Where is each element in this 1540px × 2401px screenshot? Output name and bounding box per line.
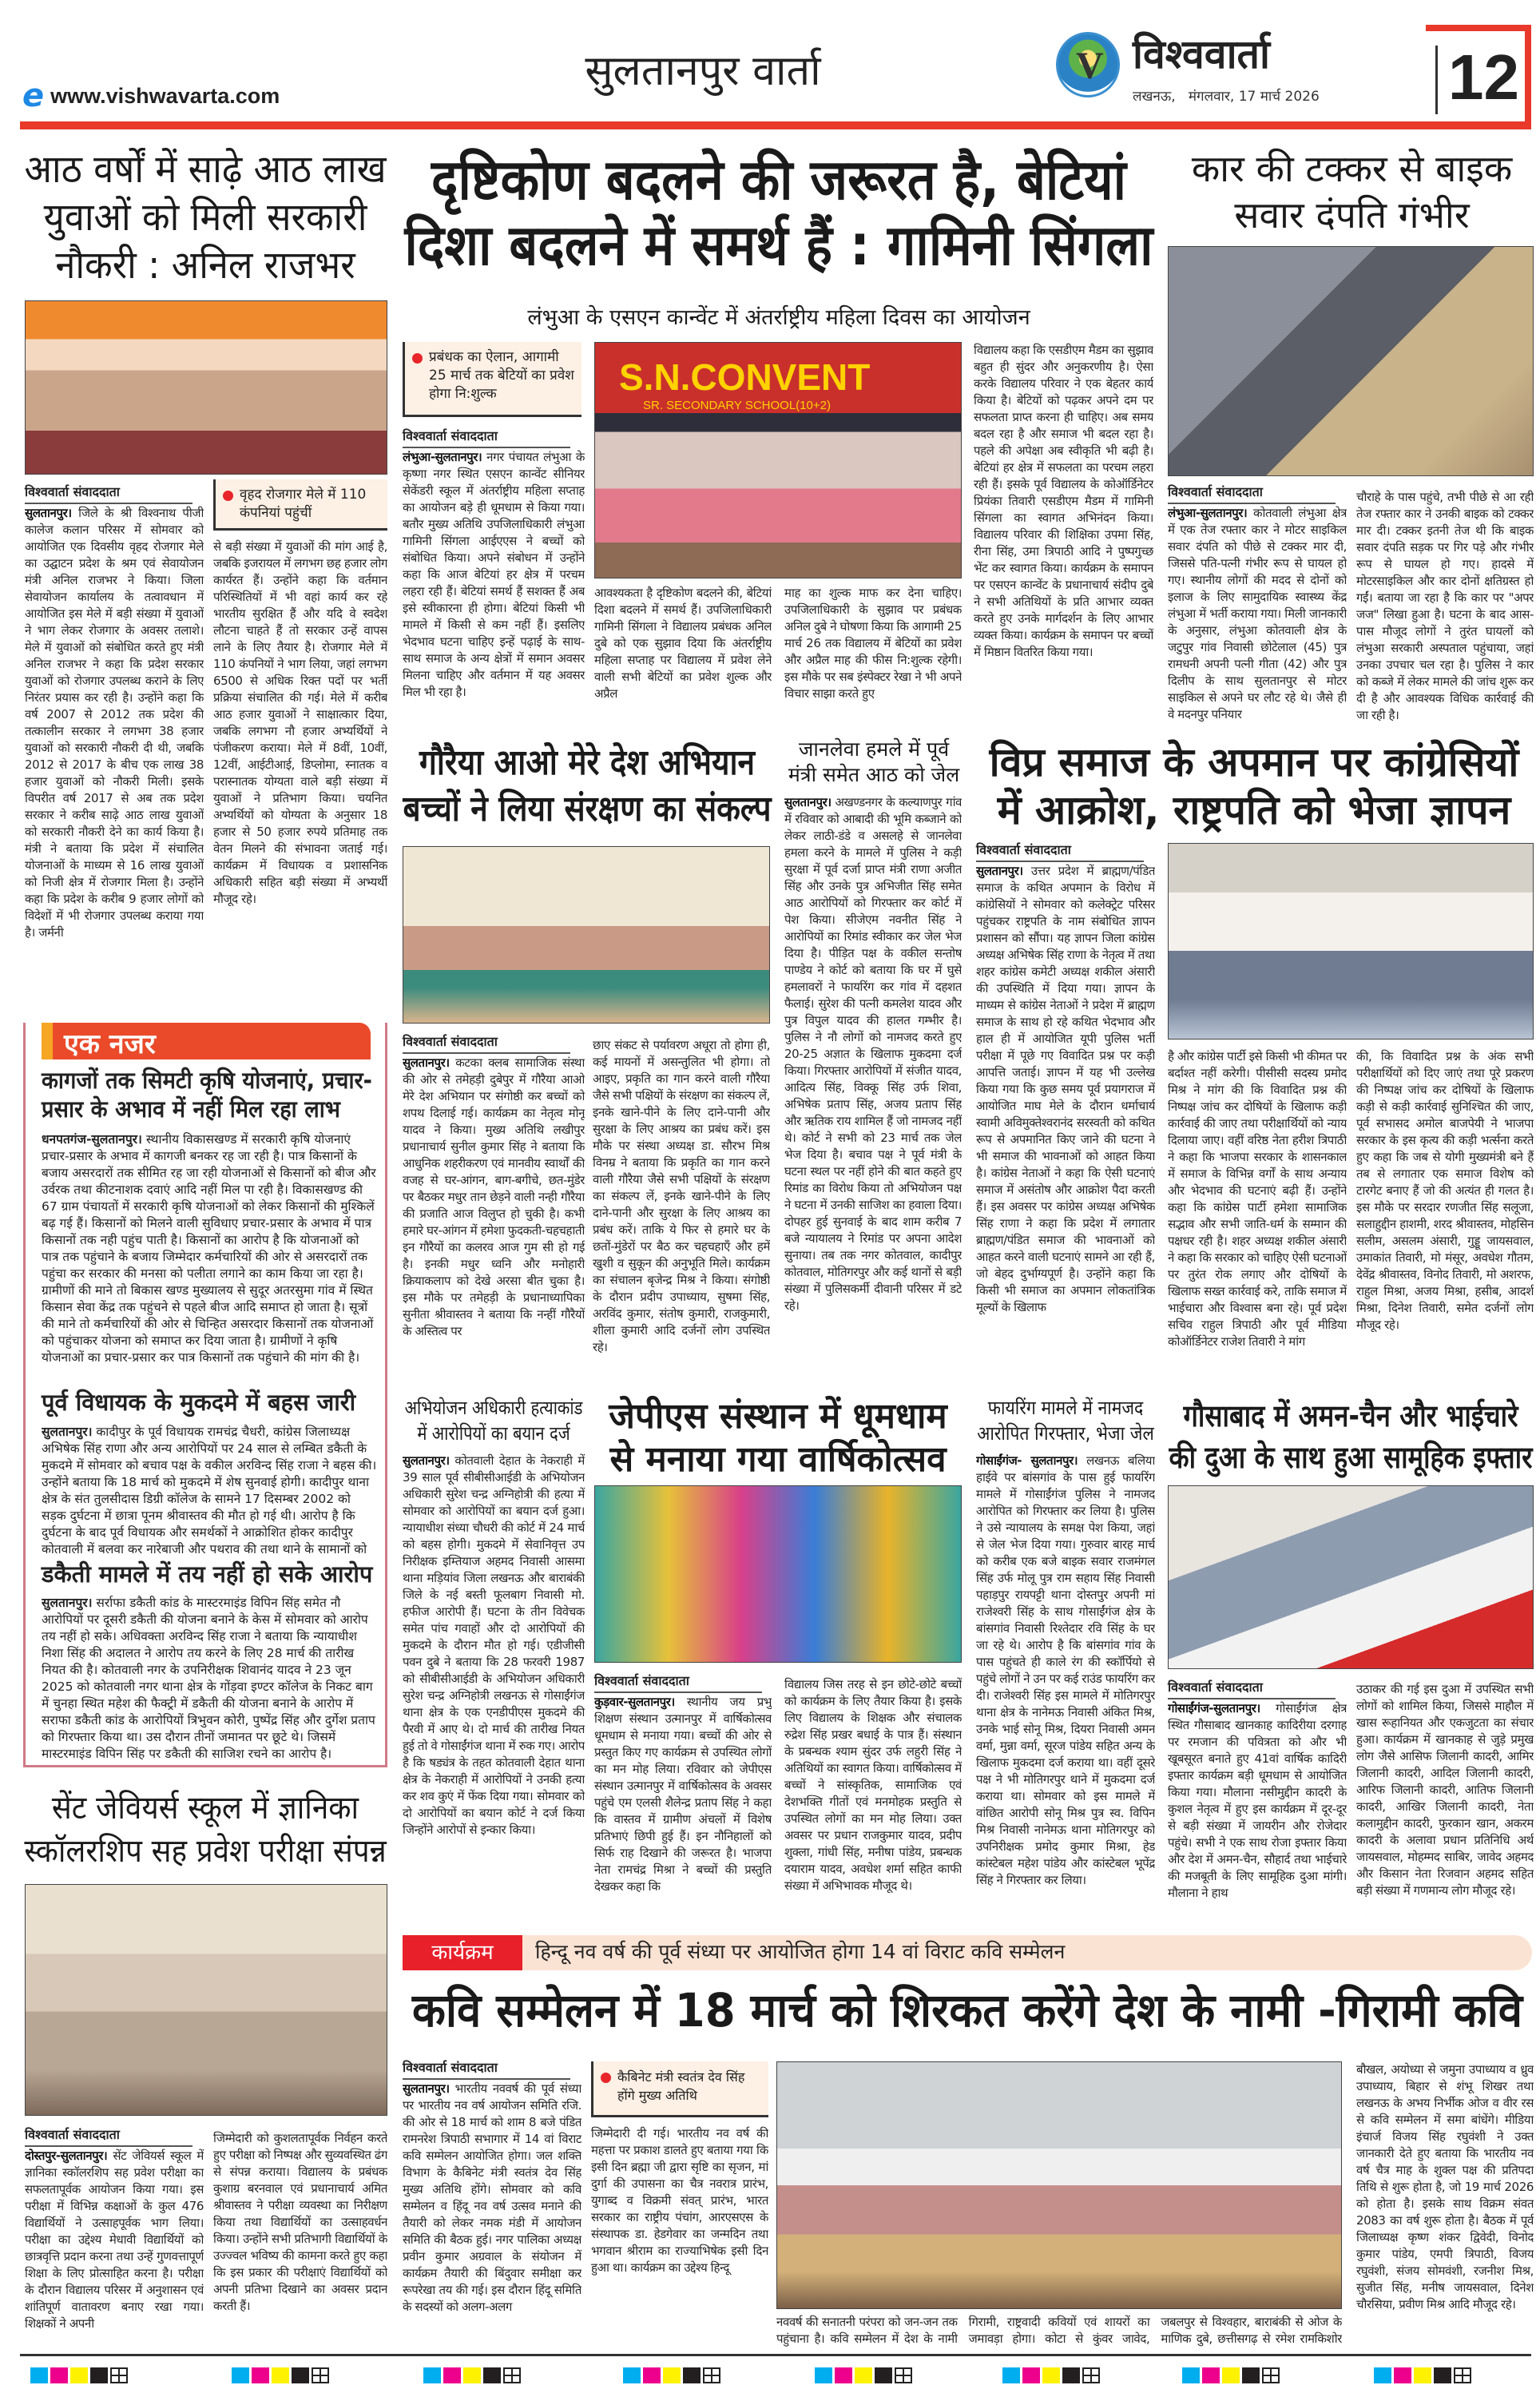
article-text: बौखल, अयोध्या से जमुना उपाध्याय व ध्रुव उपाध्याय, बिहार से शंभू शिखर तथा लखनऊ के अभय निर्भीक ओज व वीर रस से कवि सम्मेलन में समा बांधेंगे। मीडिया इंचार्ज विजय सिंह रघुवंशी ने उक्त जानकारी देते हुए बताया कि भारतीय नव वर्ष चैत्र माह के शुक्ल पक्ष की प्रतिपदा तिथि से शुरू होता है, जो 19 मार्च 2026 को होता है। इसके साथ विक्रम संवत 2083 का वर्ष शुरू होता है। बैठक में पूर्व जिलाध्यक्ष कृष्ण शंकर द्विवेदी, विनोद कुमार पांडेय, एमपी त्रिपाठी, विजय रघुवंशी, संजय सोमवंशी, रजनीश मिश्र, सुजीत सिंह, मनीष जायसवाल, दिनेश चौरसिया, प्रवीण मिश्र आदि मौजूद रहे। <box>1356 2062 1534 2312</box>
article-text: है और कांग्रेस पार्टी इसे किसी भी कीमत पर बर्दाश्त नहीं करेगी। पीसीसी सदस्य प्रमोद मिश्र ने मांग की कि विवादित प्रश्न की निष्पक्ष जांच कर दोषियों के खिलाफ कड़ी कार्रवाई की जाए तथा परीक्षार्थियों को न्याय दिलाया जाए। वहीं वरिष्ठ नेता हरीश त्रिपाठी ने कहा कि भाजपा सरकार के शासनकाल में समाज के विभिन्न वर्गों के साथ अन्याय और भेदभाव की घटनाएं बढ़ी हैं। उन्होंने कहा कि कांग्रेस पार्टी हमेशा सामाजिक सद्भाव और सभी जाति-धर्म के सम्मान की पक्षधर रही है। शहर अध्यक्ष शकील अंसारी ने कहा कि सरकार को चाहिए ऐसी घटनाओं पर तुरंत रोक लगाए और दोषियों के खिलाफ सख्त कार्रवाई करे, ताकि समाज में भाईचारा और विश्वास बना रहे। पूर्व प्रदेश सचिव राहुल त्रिपाठी और पूर्व मीडिया कोऑर्डिनेटर राजेश तिवारी ने मांग <box>1168 1049 1347 1349</box>
byline: विश्ववार्ता संवाददाता <box>403 1032 570 1054</box>
registration-color-bar <box>232 2367 329 2383</box>
registration-mark-icon <box>312 2367 329 2383</box>
article-text: लंभुआ-सुलतानपुर। नगर पंचायत लंभुआ के कृष्णा नगर स्थित एसएन कान्वेंट सीनियर सेकेंडरी स्कूल में अंतर्राष्ट्रीय महिला सप्ताह का आयोजन बड़े ही धूमधाम से किया गया। बतौर मुख्य अतिथि उपजिलाधिकारी लंभुआ गामिनी सिंगला आईएएस ने बच्चों को संबोधित किया। अपने संबोधन में उन्होंने कहा कि आज बेटियां हर क्षेत्र में परचम लहरा रही हैं। बेटियां समर्थ हैं सशक्त हैं अब इसे स्वीकारना ही होगा। बेटियां किसी भी मामले में किसी से कम नहीं हैं। इसलिए भेदभाव घटना चाहिए इन्हें पढ़ाई के साथ-साथ समाज के अन्य क्षेत्रों में समान अवसर मिलना चाहिए और वर्तमान में यह अवसर मिल भी रहा है। <box>403 450 585 699</box>
highlight-box: प्रबंधक का ऐलान, आगामी 25 मार्च तक बेटियों का प्रवेश होगा नि:शुल्क <box>403 342 581 417</box>
highlight-box: वृहद रोजगार मेले में 110 कंपनियां पहुंचीं <box>213 479 387 531</box>
article-text: नववर्ष की सनातनी परंपरा को जन-जन तक पहुंचाना है। कवि सम्मेलन में देश के नामी गिरामी, राष्ट्रवादी कवियों एवं शायरों का जमावड़ा होगा। कोटा से कुंवर जावेद, जबलपुर से विश्वहार, बाराबंकी से ओज के माणिक दुबे, छत्तीसगढ़ से रमेश रामकिशोर <box>776 2315 1342 2346</box>
photo-congress-protest <box>1168 843 1534 1040</box>
color-swatch <box>623 2367 641 2383</box>
sign-subtext: SR. SECONDARY SCHOOL(10+2) <box>643 399 831 412</box>
color-swatch <box>1022 2367 1040 2383</box>
article-text: गोसाईंगंज-सुलतानपुर। गोसाईंगंज क्षेत्र स्थित गौसाबाद खानकाह कादिरीया दरगाह पर रमजान की पवित्रता को और भी खूबसूरत बनाते हुए 41वां वार्षिक कादिरी इफ्तार कार्यक्रम बड़ी धूमधाम से आयोजित किया गया। मौलाना नसीमुद्दीन कादरी के कुशल नेतृत्व में हुए इस कार्यक्रम में दूर-दूर से बड़ी संख्या में जायरीन और रोजेदार पहुंचे। सभी ने एक साथ रोजा इफ्तार किया और देश में अमन-चैन, सौहार्द तथा भाईचारे की मजबूती के लिए सामूहिक दुआ मांगी। मौलाना ने हाथ <box>1168 1701 1347 1900</box>
color-swatch <box>1182 2367 1200 2383</box>
photo-seminar <box>403 846 770 1024</box>
color-swatch <box>90 2367 108 2383</box>
article-text: जिम्मेदारी को कुशलतापूर्वक निर्वहन करते हुए परीक्षा को निष्पक्ष और सुव्यवस्थित ढंग से संपन्न कराया। विद्यालय के प्रबंधक कुशाग्र बरनवाल एवं प्रधानाचार्य अमित श्रीवास्तव ने परीक्षा व्यवस्था का निरीक्षण किया तथा विद्यार्थियों का उत्साहवर्धन किया। उन्होंने सभी प्रतिभागी विद्यार्थियों के उज्ज्वल भविष्य की कामना करते हुए कहा कि इस प्रकार की परीक्षाएं विद्यार्थियों को अपनी प्रतिभा दिखाने का अवसर प्रदान करती हैं। <box>213 2131 387 2313</box>
sign-text: S.N.CONVENT <box>619 356 871 398</box>
color-swatch <box>643 2367 661 2383</box>
color-swatch <box>835 2367 852 2383</box>
color-swatch <box>663 2367 681 2383</box>
color-swatch <box>1242 2367 1260 2383</box>
color-swatch <box>252 2367 269 2383</box>
registration-mark-icon <box>895 2367 912 2383</box>
color-swatch <box>443 2367 461 2383</box>
photo-accident <box>1168 246 1534 476</box>
headline-main: दृष्टिकोण बदलने की जरूरत है, बेटियां दिशा बदलने में समर्थ हैं : गामिनी सिंगला <box>404 147 1153 278</box>
headline-vipra: विप्र समाज के अपमान पर कांग्रेसियों में आक्रोश, राष्ट्रपति को भेजा ज्ञापन <box>989 739 1519 833</box>
article-text: छाए संकट से पर्यावरण अधूरा तो होगा ही, कई मायनों में असन्तुलित भी होगा। तो आइए, प्रकृति का गान करने वाली गौरैया जैसे सभी पक्षियों के संरक्षण का संकल्प लें, इनके खाने-पीने के लिए दाने-पानी और सुरक्षा के लिए आश्रय का प्रबंध करें। इस मौके पर संस्था अध्यक्ष डा. सौरभ मिश्र विनम्र ने बताया कि प्रकृति का गान करने वाली गौरैया जैसे सभी पक्षियों के संरक्षण का संकल्प लें, इनके खाने-पीने के लिए दाने-पानी और सुरक्षा के लिए आश्रय का प्रबंध करें। ताकि ये फिर से हमारे घर के छतों-मुंडेरों पर बैठ कर चहचहाएँ और हमें खुशी व सुकून की अनुभूति मिले। कार्यक्रम का संचालन बृजेन्द्र मिश्र ने किया। संगोष्ठी के दौरान प्रदीप उपाध्याय, सुषमा सिंह, अरविंद कुमार, संतोष कुमारी, राजकुमारी, शीला कुमारी आदि दर्जनों लोग उपस्थित रहे। <box>593 1038 770 1354</box>
article-text: चौराहे के पास पहुंचे, तभी पीछे से आ रही तेज रफ्तार कार ने उनकी बाइक को टक्कर मार दी। टक्कर इतनी तेज थी कि बाइक सवार दंपति सड़क पर गिर पड़े और गंभीर रूप से घायल हो गए। हादसे में मोटरसाइकिल और कार दोनों क्षतिग्रस्त हो गईं। बताया जा रहा है कि कार पर "अपर जज" लिखा हुआ है। घटना के बाद आस-पास मौजूद लोगों ने तुरंत घायलों को लंभुआ सरकारी अस्पताल पहुंचाया, जहां उनका उपचार चल रहा है। पुलिस ने कार को कब्जे में लेकर मामले की जांच शुरू कर दी है और आवश्यक विधिक कार्रवाई की जा रही है। <box>1356 490 1534 722</box>
photo-annual-function <box>594 1485 962 1663</box>
article-text: गोसाईंगंज- सुलतानपुर। लखनऊ बलिया हाईवे पर बांसगांव के पास हुई फायरिंग मामले में गोसाईंगंज पुलिस ने नामजद आरोपित को गिरफ्तार कर लिया है। पुलिस ने उसे न्यायालय के समक्ष पेश किया, जहां से जेल भेज दिया गया। गुरुवार बारह मार्च को करीब एक बजे बाइक सवार राजमंगल सिंह उर्फ मोलू पुत्र राम सहाय सिंह निवासी पहाड़पुर रायपट्टी थाना दोस्तपुर अपनी मां राजेश्वरी सिंह के साथ गोसाईंगंज क्षेत्र के बांसगांव निवासी रिश्तेदार रवि सिंह के घर जा रहे थे। आरोप है कि बांसगांव गांव के पास पहुंचते ही काले रंग की स्कॉर्पियो से पहुंचे लोगों ने उन पर कई राउंड फायरिंग कर दी। राजेश्वरी सिंह इस मामले में मोतिगरपुर थाना क्षेत्र के नानेमऊ निवासी अंकित मिश्र, उनके भाई सोनू मिश्र, दियरा निवासी अमन वर्मा, मुन्ना वर्मा, सूरज पांडेय सहित अन्य के खिलाफ मुकदमा दर्ज कराया था। वहीं दूसरे पक्ष ने भी मोतिगरपुर थाने में मुकदमा दर्ज कराया था। सोमवार को इस मामले में वांछित आरोपी सोनू मिश्र पुत्र स्व. विपिन मिश्र निवासी नानेमऊ थाना मोतिगरपुर को उपनिरीक्षक प्रमोद कुमार मिश्रा, हेड कांस्टेबल महेश पांडेय और कांस्टेबल भूपेंद्र सिंह ने गिरफ्तार कर लिया। <box>976 1453 1155 1887</box>
article-text: सुलतानपुर। कोतवाली देहात के नेकराही में 39 साल पूर्व सीबीसीआईडी के अभियोजन अधिकारी सुरेश चन्द्र अग्निहोत्री की हत्या में सोमवार को आरोपियों का बयान दर्ज हुआ। न्यायाधीश संध्या चौधरी की कोर्ट में 24 मार्च को बहस होगी। मुकदमे में सेवानिवृत्त उप निरीक्षक इम्तियाज अहमद निवासी आसमा थाना मड़ियांव जिला लखनऊ और बाराबंकी जिले के नई बस्ती फूलबाग निवासी मो. हफीज आरोपी हैं। घटना के तीन विवेचक समेत पांच गवाहों और दो आरोपियों की मुकदमे के दौरान मौत हो गई। एडीजीसी पवन दुबे ने बताया कि 28 फरवरी 1987 को सीबीसीआईडी के अभियोजन अधिकारी सुरेश चन्द्र अग्निहोत्री लखनऊ से गोसाईंगंज थाना क्षेत्र के एक एनडीपीएस मुकदमे की पैरवी में आए थे। दो मार्च की तारीख नियत हुई तो वे गोसाईंगंज थाना में रुक गए। आरोप है कि षड्यंत्र के तहत कोतवाली देहात थाना क्षेत्र के नेकराही में आरोपियों ने उनकी हत्या कर शव कुएं में फेंक दिया गया। सोमवार को दो आरोपियों का बयान कोर्ट ने दर्ज किया जिन्होंने आरोपों से इन्कार किया। <box>403 1453 585 1837</box>
headline-gausabad: गौसाबाद में अमन-चैन और भाईचारे की दुआ के साथ हुआ सामूहिक इफ्तार <box>1169 1398 1533 1475</box>
headline-kavi-sammelan: कवि सम्मेलन में 18 मार्च को शिरकत करेंगे देश के नामी -गिरामी कवि <box>411 1983 1523 2037</box>
article-text: दोस्तपुर-सुलतानपुर। सेंट जेवियर्स स्कूल में ज्ञानिका स्कॉलरशिप सह प्रवेश परीक्षा का सफलतापूर्वक आयोजन किया गया। इस परीक्षा में विभिन्न कक्षाओं के कुल 476 विद्यार्थियों ने उत्साहपूर्वक भाग लिया। परीक्षा का उद्देश्य मेधावी विद्यार्थियों को छात्रवृत्ति प्रदान करना तथा उन्हें गुणवत्तापूर्ण शिक्षा के लिए प्रोत्साहित करना है। परीक्षा के दौरान विद्यालय परिसर में अनुशासन एवं शांतिपूर्ण वातावरण बनाए रखा गया। शिक्षकों ने अपनी <box>25 2149 204 2331</box>
color-swatch <box>1202 2367 1220 2383</box>
registration-mark-icon <box>1454 2367 1471 2383</box>
color-swatch <box>855 2367 872 2383</box>
section-label: एक नजर <box>42 1023 371 1059</box>
photo-iftar <box>1168 1485 1534 1669</box>
color-swatch <box>423 2367 441 2383</box>
headline-gauraiya: गौरैया आओ मेरे देश अभियान बच्चों ने लिया संरक्षण का संकल्प <box>403 742 772 829</box>
headline-car-accident: कार की टक्कर से बाइक सवार दंपति गंभीर <box>1191 147 1513 237</box>
color-swatch <box>463 2367 481 2383</box>
byline: विश्ववार्ता संवाददाता <box>403 427 570 448</box>
photo-exam-hall <box>25 1884 387 2116</box>
byline: विश्ववार्ता संवाददाता <box>25 483 192 504</box>
byline: विश्ववार्ता संवाददाता <box>403 2058 570 2080</box>
color-swatch <box>292 2367 309 2383</box>
byline: विश्ववार्ता संवाददाता <box>594 1672 762 1693</box>
color-swatch <box>1374 2367 1391 2383</box>
color-swatch <box>1222 2367 1240 2383</box>
article-text: से बड़ी संख्या में युवाओं की मांग आई है, जबकि इजरायल में लगभग छह हजार लोग कार्यरत हैं। उन्होंने कहा कि वर्तमान परिस्थितियों में भी वहां कार्य कर रहे भारतीय सुरक्षित हैं और यदि वे स्वदेश लौटना चाहते हैं तो सरकार उन्हें वापस लाने के लिए तैयार है। रोजगार मेले में 110 कंपनियों ने भाग लिया, जहां लगभग 6500 से अधिक रिक्त पदों पर भर्ती प्रक्रिया संचालित की गई। मेले में करीब आठ हजार युवाओं ने साक्षात्कार दिया, जबकि लगभग नौ हजार अभ्यर्थियों ने पंजीकरण कराया। मेले में 8वीं, 10वीं, 12वीं, आईटीआई, डिप्लोमा, स्नातक व परास्नातक योग्यता वाले बड़ी संख्या में युवाओं ने प्रतिभाग किया। चयनित अभ्यर्थियों को योग्यता के अनुसार 18 हजार से 50 हजार रुपये प्रतिमाह तक वेतन मिलने की संभावना जताई गई। कार्यक्रम में विधायक व प्रशासनिक अधिकारी सहित बड़ी संख्या में अभ्यर्थी मौजूद रहे। <box>213 539 387 906</box>
headline-firing: फायरिंग मामले में नामजद आरोपित गिरफ्तार, भेजा जेल <box>977 1397 1154 1445</box>
page-number-box <box>1426 25 1531 129</box>
color-swatch <box>1002 2367 1020 2383</box>
article-text: कुड़वार-सुलतानपुर। स्थानीय जय प्रभु शिक्षण संस्थान उत्मानपुर में वार्षिकोत्सव धूमधाम से मनाया गया। बच्चों की ओर से प्रस्तुत किए गए कार्यक्रम से उपस्थित लोगों का मन मोह लिया। रविवार को जेपीएस संस्थान उत्मानपुर में वार्षिकोत्सव के अवसर पहुंचे एम एलसी शैलेन्द्र प्रताप सिंह ने कहा कि वास्तव में ग्रामीण अंचलों में विशेष प्रतिभाएं छिपी हुई हैं। इन नौनिहालों को सिर्फ राह दिखाने की जरूरत है। भाजपा नेता रामचंद्र मिश्रा ने बच्चों की प्रस्तुति देखकर कहा कि <box>594 1695 772 1894</box>
registration-color-bar <box>815 2367 912 2383</box>
color-swatch <box>1434 2367 1451 2383</box>
registration-color-bar <box>30 2367 128 2383</box>
headline-anil-rajbhar: आठ वर्षों में साढ़े आठ लाख युवाओं को मिली सरकारी नौकरी : अनिल राजभर <box>24 147 387 288</box>
photo-job-fair <box>25 300 387 475</box>
color-swatch <box>483 2367 501 2383</box>
ek-nazar-box <box>23 1023 387 1767</box>
browser-e-icon: e <box>22 78 45 114</box>
photo-committee-meeting <box>776 2061 1342 2309</box>
registration-color-bar <box>1182 2367 1280 2383</box>
issue-dateline: लखनऊ, मंगलवार, 17 मार्च 2026 <box>1133 89 1320 105</box>
header-rule <box>20 121 1531 129</box>
registration-color-bar <box>1002 2367 1100 2383</box>
brief-text: धनपतगंज-सुलतानपुर। स्थानीय विकासखण्ड में सरकारी कृषि योजनाएं प्रचार-प्रसार के अभाव में कागजी बनकर रह जा रही है। पात्र किसानों के बजाय असरदारों तक सीमित रह जा रही योजनाओं से किसानों को बीज और उर्वरक तथा कीटनाशक दवाएं आदि नहीं मिल पा रही है। विकासखण्ड की 67 ग्राम पंचायतों में सरकारी कृषि योजनाओं को लेकर किसानों की मुश्किलें बढ़ गई हैं। किसानों को मिलने वाली सुविधाए प्रचार-प्रसार के अभाव में पात्र किसानों तक नही पहुंच पाती है। किसानों का आरोप है कि योजनाओं को पात्र तक पहुंचाने के बजाय जिम्मेदार कर्मचारियों की ओर से असरदारों तक पहुंचा कर सरकार की मनसा को पलीता लगाने का काम किया जा रहा है। ग्रामीणों की माने तो बिकास खण्ड मुख्यालय से सुदूर अतरसुमा गांव में स्थित किसान सेवा केंद्र तक पहुंचने से पहले बीज आदि समाप्त हो जाता है। सूत्रों की माने तो कर्मचारियों की ओर से चिन्हित असरदार किसानों तक योजनाओं को पहुंचाकर योजना को समाप्त कर दिया जाता है। ग्रामीणों ने कृषि योजनाओं का प्रचार-प्रसार कर पात्र किसानों तक पहुंचाने की मांग की है। <box>42 1132 376 1365</box>
registration-mark-icon <box>703 2367 720 2383</box>
headline-jps: जेपीएस संस्थान में धूमधाम से मनाया गया वार्षिकोत्सव <box>609 1396 947 1480</box>
color-swatch <box>70 2367 88 2383</box>
registration-mark-icon <box>503 2367 521 2383</box>
headline-abhiyojan: अभियोजन अधिकारी हत्याकांड में आरोपियों का बयान दर्ज <box>404 1397 583 1445</box>
color-swatch <box>1042 2367 1060 2383</box>
footer-rule <box>20 2354 1531 2356</box>
brief-text: सुलतानपुर। सर्राफा डकैती कांड के मास्टरमाइंड विपिन सिंह समेत नौ आरोपियों पर दूसरी डकैती की योजना बनाने के केस में सोमवार को आरोप तय नहीं हो सके। अधिवक्ता अरविन्द सिंह राजा ने बताया कि न्यायाधीश निशा सिंह की अदालत ने आरोप तय करने के लिए 28 मार्च की तारीख नियत की है। कोतवाली नगर के उपनिरीक्षक शिवानंद यादव ने 23 जून 2025 को कोतवाली नगर थाना क्षेत्र के गोंड़वा इण्टर कॉलेज के निकट बाग में चुनहा स्थित महेश की फैक्ट्री में डकैती की योजना बनाने के आरोप में सराफा डकैती कांड के आरोपियों त्रिभुवन कोरी, पुष्पेंद्र सिंह और दुर्गेश प्रताप को गिरफ्तार किया था। उस दौरान तीनों जमानत पर छूटे थे। जिसमें मास्टरमाइंड विपिन सिंह पर डकैती की साजिश रचने का आरोप है। <box>42 1596 375 1761</box>
byline: विश्ववार्ता संवाददाता <box>1168 1678 1336 1699</box>
byline: विश्ववार्ता संवाददाता <box>1168 483 1336 504</box>
brief-text: सुलतानपुर। कादीपुर के पूर्व विधायक रामचंद्र चैधरी, कांग्रेस जिलाध्यक्ष अभिषेक सिंह राणा और अन्य आरोपियों पर 24 साल से लम्बित डकैती के मुकदमे में सोमवार को बचाव पक्ष के वकील अरविन्द सिंह राजा ने बहस की। उन्होंने बताया कि 18 मार्च को मुकदमे में शेष सुनवाई होगी। कादीपुर थाना क्षेत्र के संत तुलसीदास डिग्री कॉलेज के सामने 17 दिसम्बर 2002 को सड़क दुर्घटना में छात्रा पूनम श्रीवास्तव की मौत हो गई थी। आरोप है कि दुर्घटना के बाद पूर्व विधायक और समर्थकों ने आक्रोशित होकर कादीपुर कोतवाली में बलवा कर नारेबाजी और पथराव की तथा थाने के सामानों को <box>42 1425 377 1556</box>
article-text: सुलतानपुर। भारतीय नववर्ष की पूर्व संध्या पर भारतीय नव वर्ष आयोजन समिति रजि. की ओर से 18 मार्च को शाम 8 बजे पंडित रामनरेश त्रिपाठी सभागार में 14 वां विराट कवि सम्मेलन आयोजित होगा। जल शक्ति विभाग के कैबिनेट मंत्री स्वतंत्र देव सिंह मुख्य अतिथि होंगे। सोमवार को कवि सम्मेलन व हिंदू नव वर्ष उत्सव मनाने की तैयारी को लेकर नमक मंडी में आयोजन समिति की बैठक हुई। नगर पालिका अध्यक्ष प्रवीन कुमार अग्रवाल के संयोजन में कार्यक्रम तैयारी की बिंदुवार समीक्षा कर रूपरेखा तय की गई। इस दौरान हिंदू समिति के सदस्यों को अलग-अलग <box>403 2081 581 2314</box>
article-text: उठाकर की गई इस दुआ में उपस्थित सभी लोगों को शामिल किया, जिससे माहौल में खास रूहानियत और एकजुटता का संचार हुआ। कार्यक्रम में खानकाह से जुड़े प्रमुख लोग जैसे आसिफ जिलानी कादरी, आमिर जिलानी कादरी, आदिल जिलानी कादरी, आरिफ जिलानी कादरी, आतिफ जिलानी कादरी, आखिर जिलानी कादरी, नेता कलामुद्दीन कादरी, फुरकान खान, अकरम कादरी के अलावा प्रधान प्रतिनिधि अर्थ जायसवाल, मोहम्मद साबिर, जावेद अहमद और किसान नेता रिजवान अहमद सहित बड़ी संख्या में गणमान्य लोग मौजूद रहे। <box>1356 1682 1534 1898</box>
band-text: हिन्दू नव वर्ष की पूर्व संध्या पर आयोजित होगा 14 वां विराट कवि सम्मेलन <box>535 1940 1066 1963</box>
article-text: जिम्मेदारी दी गई। भारतीय नव वर्ष की महत्ता पर प्रकाश डालते हुए बताया गया कि इसी दिन ब्रह्मा जी द्वारा सृष्टि का सृजन, मां दुर्गा की उपासना का चैत्र नवरात्र प्रारंभ, युगाब्द व विक्रमी संवत् प्रारंभ, भारत सरकार का राष्ट्रीय पंचांग, आरएसएस के संस्थापक डा. हेडगेवार का जन्मदिन तथा भगवान श्रीराम का राज्याभिषेक इसी दिन हुआ था। कार्यक्रम का उद्देश्य हिन्दू <box>591 2126 768 2275</box>
article-text: सुलतानपुर। कटका क्लब सामाजिक संस्था की ओर से तमेहड़ी दुबेपुर में गौरैया आओ मेरे देश अभियान पर संगोष्ठी कर बच्चों को शपथ दिलाई गई। कार्यक्रम का नेतृत्व मोनू यादव ने किया। मुख्य अतिथि लखीपुर प्रधानाचार्य सुनील कुमार सिंह ने बताया कि आधुनिक शहरीकरण एवं मानवीय स्वार्थों की वजह से घर-आंगन, बाग-बगीचे, छत-मुंडेर पर बैठकर मधुर तान छेड़ने वाली नन्ही गौरैया की प्रजाति आज विलुप्त हो चुकी है। कभी हमारे घर-आंगन में हमेशा फुदकती-चहचहाती इन गौरैयों का कलरव आज गुम सी हो गई है। इनकी मधुर ध्वनि और मनोहारी क्रियाकलाप को देखे अरसा बीत चुका है। इस मौके पर तमेहड़ी के प्रधानाध्यापिका सुनीता श्रीवास्तव ने बताया कि नन्हीं गौरैयों के अस्तित्व पर <box>403 1055 585 1338</box>
photo-sn-convent <box>594 342 962 578</box>
article-text: माह का शुल्क माफ कर देना चाहिए। उपजिलाधिकारी के सुझाव पर प्रबंधक अनिल दुबे ने घोषणा किया कि आगामी 25 मार्च 26 तक विद्यालय में बेटियों का प्रवेश और अप्रैल माह की फीस नि:शुल्क रहेगी। इस मौके पर सब इंस्पेक्टर रेखा ने भी अपने विचार साझा करते हुए <box>784 586 962 701</box>
color-swatch <box>1062 2367 1080 2383</box>
brief-headline: कागजों तक सिमटी कृषि योजनाएं, प्रचार-प्रसार के अभाव में नहीं मिल रहा लाभ <box>42 1067 372 1123</box>
website-url[interactable]: e www.vishwavarta.com <box>22 78 280 114</box>
brand-name: विश्ववार्ता <box>1133 31 1270 78</box>
headline-st-xaviers: सेंट जेवियर्स स्कूल में ज्ञानिका स्कॉलरशिप सह प्रवेश परीक्षा संपन्न <box>24 1790 387 1870</box>
byline: विश्ववार्ता संवाददाता <box>25 2125 192 2147</box>
band-label: कार्यक्रम <box>403 1935 522 1970</box>
article-text: लंभुआ-सुलतानपुर। कोतवाली लंभुआ क्षेत्र में एक तेज रफ्तार कार ने मोटर साइकिल सवार दंपति को पीछे से टक्कर मार दी, जिससे पति-पत्नी गंभीर रूप से घायल हो गए। स्थानीय लोगों की मदद से दोनों को इलाज के लिए सामुदायिक स्वास्थ्य केंद्र लंभुआ में भर्ती कराया गया। मिली जानकारी के अनुसार, लंभुआ कोतवाली क्षेत्र के जटुपुर गांव निवासी छोटेलाल (45) पुत्र रामधनी अपनी पत्नी गीता (42) और पुत्र दिलीप के साथ सुलतानपुर से मोटर साइकिल से अपने घर लौट रहे थे। जैसे ही वे मदनपुर पनियार <box>1168 506 1347 721</box>
color-swatch <box>30 2367 48 2383</box>
divider <box>1435 46 1438 114</box>
headline-janleva: जानलेवा हमले में पूर्व मंत्री समेत आठ को जेल <box>788 737 960 786</box>
article-text: सुलतानपुर। उत्तर प्रदेश में ब्राह्मण/पंडित समाज के कथित अपमान के विरोध में कांग्रेसियों ने सोमवार को कलेक्ट्रेट परिसर पहुंचकर राष्ट्रपति के नाम संबोधित ज्ञापन प्रशासन को सौंपा। यह ज्ञापन जिला कांग्रेस अध्यक्ष अभिषेक सिंह राणा के नेतृत्व में तथा शहर कांग्रेस कमेटी अध्यक्ष शकील अंसारी की उपस्थिति में दिया गया। ज्ञापन के माध्यम से कांग्रेस नेताओं ने प्रदेश में ब्राह्मण समाज के साथ हो रहे कथित भेदभाव और हाल ही में आयोजित यूपी पुलिस भर्ती परीक्षा में पूछे गए विवादित प्रश्न पर कड़ी आपत्ति जताई। ज्ञापन में यह भी उल्लेख किया गया कि कुछ समय पूर्व प्रयागराज में आयोजित माघ मेले के दौरान धर्माचार्य स्वामी अविमुक्तेश्वरानंद सरस्वती को कथित रूप से अपमानित किए जाने की घटना ने भी समाज की भावनाओं को आहत किया है। कांग्रेस नेताओं ने कहा कि ऐसी घटनाएं समाज में असंतोष और आक्रोश पैदा करती हैं। इस अवसर पर कांग्रेस अध्यक्ष अभिषेक सिंह राणा ने कहा कि प्रदेश में लगातार ब्राह्मण/पंडित समाज की भावनाओं को आहत करने वाली घटनाएं सामने आ रही हैं, जो बेहद दुर्भाग्यपूर्ण है। उन्होंने कहा कि किसी भी समाज का अपमान लोकतांत्रिक मूल्यों के खिलाफ <box>976 864 1155 1314</box>
color-swatch <box>683 2367 701 2383</box>
logo-v-icon: V <box>1076 45 1104 87</box>
brief-headline: डकैती मामले में तय नहीं हो सके आरोप <box>42 1560 373 1588</box>
registration-mark-icon <box>1262 2367 1280 2383</box>
registration-color-bar <box>1374 2367 1471 2383</box>
color-swatch <box>272 2367 289 2383</box>
subheadline: लंभुआ के एसएन कान्वेंट में अंतर्राष्ट्रीय महिला दिवस का आयोजन <box>527 305 1030 330</box>
brand-logo <box>1056 32 1120 97</box>
color-swatch <box>50 2367 68 2383</box>
brief-headline: पूर्व विधायक के मुकदमे में बहस जारी <box>42 1389 356 1416</box>
color-swatch <box>1394 2367 1411 2383</box>
article-text: आवश्यकता है दृष्टिकोण बदलने की, बेटियां दिशा बदलने में समर्थ हैं। उपजिलाधिकारी गामिनी सिंगला ने विद्यालय प्रबंधक अनिल दुबे को एक सुझाव दिया कि अंतर्राष्ट्रीय महिला सप्ताह पर विद्यालय में प्रवेश लेने वाली सभी बेटियों का प्रवेश शुल्क और अप्रैल <box>594 586 772 701</box>
page-number: 12 <box>1448 42 1519 113</box>
registration-color-bar <box>423 2367 521 2383</box>
registration-color-bar <box>623 2367 720 2383</box>
byline: विश्ववार्ता संवाददाता <box>976 841 1144 862</box>
color-swatch <box>875 2367 892 2383</box>
article-text: की, कि विवादित प्रश्न के अंक सभी परीक्षार्थियों को दिए जाएं तथा पूरे प्रकरण की निष्पक्ष जांच कर दोषियों के खिलाफ कड़ी से कड़ी कार्रवाई सुनिश्चित की जाए, पूर्व सभासद अमोल बाजपेयी ने भाजपा सरकार के इस कृत्य की कड़ी भर्त्सना करते हुए कहा कि जब से योगी मुख्यमंत्री बने हैं तब से लगातार एक समाज विशेष को टारगेट बनाए हैं जो की अत्यंत ही गलत है। इस मौके पर सरदार रणजीत सिंह सलूजा, सलाहुद्दीन हाशमी, शरद श्रीवास्तव, मोहसिन सलीम, असलम अंसारी, गुड्डू जायसवाल, उमाकांत तिवारी, मो मंसूर, अवधेश गौतम, देवेंद्र श्रीवास्तव, विनोद तिवारी, मो अशरफ, राहुल मिश्रा, अजय मिश्रा, हसीब, आदर्श मिश्रा, दिनेश तिवारी, समेत दर्जनों लोग मौजूद रहे। <box>1356 1049 1534 1332</box>
color-swatch <box>232 2367 249 2383</box>
registration-mark-icon <box>110 2367 128 2383</box>
article-text: विद्यालय कहा कि एसडीएम मैडम का सुझाव बहुत ही सुंदर और अनुकरणीय है। ऐसा करके विद्यालय परिवार ने एक बेहतर कार्य किया है। बेटियों को पढ़कर अपने दम पर सफलता प्राप्त करना ही चाहिए। अब समय बदल रहा है और समाज भी बदल रहा है। पहले की अपेक्षा अब स्वीकृति भी बढ़ी है। बेटियां हर क्षेत्र में सफलता का परचम लहरा रही हैं। इसके पूर्व विद्यालय के कोऑर्डिनेटर प्रियंका तिवारी एसडीएम मैडम में गामिनी सिंगला का स्वागत अभिनंदन किया। विद्यालय परिवार की शिक्षिका उपमा सिंह, रीना सिंह, उमा त्रिपाठी आदि ने पुष्पगुच्छ भेंट कर स्वागत किया। कार्यक्रम के समापन पर एसएन कान्वेंट के प्रधानाचार्य संदीप दुबे ने सभी अतिथियों के प्रति आभार व्यक्त करते हुए उनके मार्गदर्शन के लिए आभार व्यक्त किया। कार्यक्रम के समापन पर बच्चों में मिष्ठान वितरित किया गया। <box>974 343 1153 659</box>
registration-mark-icon <box>1082 2367 1100 2383</box>
edition-title: सुलतानपुर वार्ता <box>585 47 821 95</box>
article-text: सुलतानपुर। जिले के श्री विश्वनाथ पीजी कालेज कलान परिसर में सोमवार को आयोजित एक दिवसीय वृहद रोजगार मेले का उद्घाटन प्रदेश के श्रम एवं सेवायोजन मंत्री अनिल राजभर ने किया। जिला सेवायोजन कार्यालय के तत्वावधान में आयोजित इस मेले में बड़ी संख्या में युवाओं ने भाग लेकर रोजगार के अवसर तलाशे। मेले में युवाओं को संबोधित करते हुए मंत्री अनिल राजभर ने कहा कि प्रदेश सरकार युवाओं को रोजगार उपलब्ध कराने के लिए निरंतर प्रयास कर रही है। उन्होंने कहा कि वर्ष 2007 से 2012 तक प्रदेश की तत्कालीन सरकार ने लगभग 38 हजार युवाओं को सरकारी नौकरी दी थी, जबकि 2012 से 2017 के बीच एक लाख 38 हजार युवाओं को नौकरी मिली। इसके विपरीत वर्ष 2017 से अब तक प्रदेश सरकार ने करीब साढ़े आठ लाख युवाओं को सरकारी नौकरी देने का कार्य किया है। मंत्री ने बताया कि प्रदेश में संचालित योजनाओं के माध्यम से 16 लाख युवाओं को निजी क्षेत्र में रोजगार मिला है। उन्होंने कहा कि प्रदेश के करीब 9 हजार लोगों को विदेशों में भी रोजगार उपलब्ध कराया गया है। जर्मनी <box>25 506 204 940</box>
highlight-box: कैबिनेट मंत्री स्वतंत्र देव सिंह होंगे मुख्य अतिथि <box>591 2061 768 2117</box>
color-swatch <box>1414 2367 1431 2383</box>
color-swatch <box>815 2367 832 2383</box>
article-text: सुलतानपुर। अखण्डनगर के कल्याणपुर गांव में रविवार को आबादी की भूमि कब्जाने को लेकर लाठी-डंडे व असलहे से जानलेवा हमला करने के मामले में पुलिस ने कड़ी सुरक्षा में पूर्व दर्जा प्राप्त मंत्री राणा अजीत सिंह और उनके पुत्र अभिजीत सिंह समेत आठ आरोपियों को गिरफ्तार कर कोर्ट में पेश किया। सीजेएम नवनीत सिंह ने आरोपियों का रिमांड स्वीकार कर जेल भेज दिया है। पीड़ित पक्ष के वकील सन्तोष पाण्डेय ने कोर्ट को बताया कि घर में घुसे हमलावरों ने फायरिंग कर गांव में दहशत फैलाई। सुरेश की पत्नी कमलेश यादव और पुत्र विपुल यादव की हालत गम्भीर है। पुलिस ने नौ लोगों को नामजद करते हुए 20-25 अज्ञात के खिलाफ मुकदमा दर्ज किया। गिरफ्तार आरोपियों में संजीत यादव, आदित्य सिंह, विक्कू सिंह उर्फ शिवा, अभिषेक प्रताप सिंह, अजय प्रताप सिंह और ऋतिक राय शामिल हैं जो नामजद नहीं थे। कोर्ट ने सभी को 23 मार्च तक जेल भेज दिया है। बचाव पक्ष ने पूर्व मंत्री के घटना स्थल पर नहीं होने की बात कहते हुए रिमांड का विरोध किया तो अभियोजन पक्ष ने घटना में उनकी साजिश का हवाला दिया। दोपहर हुई सुनवाई के बाद शाम करीब 7 बजे न्यायालय ने रिमांड पर अपना आदेश सुनाया। तब तक नगर कोतवाल, कादीपुर कोतवाल, मोतिगरपुर और कई थानों से बड़ी संख्या में पुलिसकर्मी दीवानी परिसर में डटे रहे। <box>784 795 962 1313</box>
karyakram-band <box>403 1935 1532 1970</box>
article-text: विद्यालय जिस तरह से इन छोटे-छोटे बच्चों को कार्यक्रम के लिए तैयार किया है। इसके लिए विद्यालय के शिक्षक और संचालक रुद्रेश सिंह प्रखर बधाई के पात्र हैं। संस्थान के प्रबन्धक श्याम सुंदर उर्फ लहुरी सिंह ने अतिथियों का स्वागत किया। वार्षिकोत्सव में बच्चों ने सांस्कृतिक, सामाजिक एवं देशभक्ति गीतों एवं मनमोहक प्रस्तुति से उपस्थित लोगों का मन मोह लिया। उक्त अवसर पर प्रधान राजकुमार यादव, प्रदीप शुक्ला, गांधी सिंह, मनीषा पांडेय, प्रबन्धक दयाराम यादव, अवधेश शर्मा सहित काफी संख्या में अभिभावक मौजूद थे। <box>784 1677 962 1893</box>
